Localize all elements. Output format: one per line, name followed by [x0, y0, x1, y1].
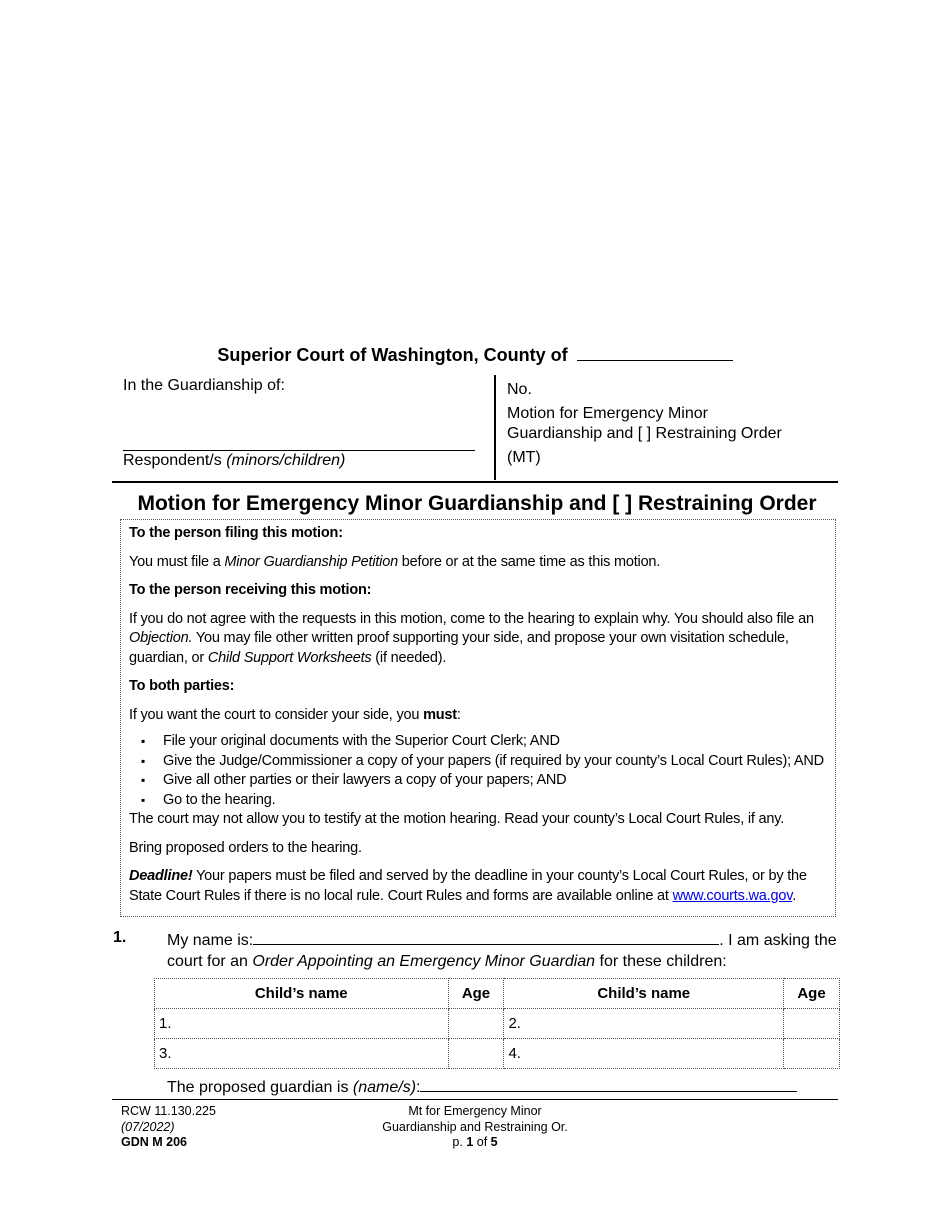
- footer-form: [121, 1135, 216, 1151]
- receiver-em-2: Child Support Worksheets: [207, 649, 372, 666]
- deadline-body: Your papers must be filed and served by the deadline in your county’s Local Court Rules, or by the State Court Rules if there is no local rule. Court Rules and forms are available online at: [129, 868, 807, 904]
- doc-title-line-2: Guardianship and [ ] Restraining Order: [507, 425, 782, 442]
- caption-in-the: In the Guardianship of:: [123, 377, 285, 394]
- deadline-end: .: [792, 887, 797, 904]
- both-text-bold: must: [423, 706, 457, 723]
- caption-right: [507, 380, 782, 468]
- page-prefix: p.: [452, 1135, 467, 1149]
- both-text-1: If you want the court to consider your side, you: [129, 706, 424, 723]
- children-table: [154, 978, 840, 1069]
- page-title: Motion for Emergency Minor Guardianship and [ ] Restraining Order: [137, 492, 817, 515]
- courts-link[interactable]: www.courts.wa.gov: [672, 887, 793, 904]
- testify-text: The court may not allow you to testify at the motion hearing. Read your county’s Local Court Rules, if any.: [129, 811, 785, 827]
- column-header: Age: [448, 979, 504, 1009]
- footer-title-2: Guardianship and Restraining Or.: [382, 1119, 568, 1134]
- item-1-text: [167, 929, 847, 972]
- table-header-row: [155, 979, 840, 1009]
- orders-text: Bring proposed orders to the hearing.: [129, 839, 362, 856]
- page-number: 1: [466, 1135, 474, 1149]
- item-1-number: 1.: [113, 929, 127, 946]
- item-1-text-2: . I am asking the court for an: [167, 932, 837, 970]
- column-header: Age: [784, 979, 840, 1009]
- footer-page: [300, 1135, 650, 1151]
- item-1-text-em: Order Appointing an Emergency Minor Guardian: [252, 953, 596, 970]
- receiver-text-2: You may file other written proof supporting your side, and propose your own visitation schedule, guardian, or: [129, 630, 789, 666]
- footer-form-text: GDN M 206: [121, 1135, 187, 1149]
- guardian-colon: :: [416, 1079, 421, 1096]
- child-age-cell[interactable]: [448, 1009, 504, 1039]
- footer-date-text: (07/2022): [121, 1119, 175, 1134]
- case-number-label: No.: [507, 381, 532, 398]
- respondent-name-line[interactable]: [123, 450, 475, 451]
- footer-rule: [112, 1099, 838, 1100]
- receiver-text-1: If you do not agree with the requests in this motion, come to the hearing to explain why. You should also file an: [129, 610, 814, 627]
- both-heading: To both parties:: [129, 678, 235, 694]
- deadline-label: Deadline!: [129, 868, 193, 884]
- filer-text-em: Minor Guardianship Petition: [224, 553, 398, 570]
- footer-rcw: RCW 11.130.225: [121, 1104, 216, 1118]
- caption-respondent: [123, 452, 345, 470]
- child-age-cell[interactable]: [448, 1039, 504, 1069]
- child-name-cell[interactable]: 1.: [155, 1009, 449, 1039]
- caption-divider: [494, 375, 496, 480]
- page-mid: of: [473, 1135, 491, 1149]
- court-title: [0, 344, 950, 366]
- guardian-name-field[interactable]: [420, 1076, 797, 1092]
- child-age-cell[interactable]: [784, 1009, 840, 1039]
- item-1-text-3: for these children:: [595, 953, 727, 970]
- column-header: Child’s name: [155, 979, 449, 1009]
- child-name-cell[interactable]: 2.: [504, 1009, 784, 1039]
- list-item: ▪ Give the Judge/Commissioner a copy of your papers (if required by your county’s Local Court Rules); AND: [155, 752, 827, 772]
- both-text: [129, 706, 827, 726]
- filer-text-2: before or at the same time as this motion.: [397, 553, 661, 570]
- footer-center: [300, 1104, 650, 1151]
- court-title-text: Superior Court of Washington, County of: [217, 345, 568, 365]
- filer-text-1: You must file a: [129, 553, 225, 570]
- proposed-guardian: [167, 1076, 797, 1097]
- guardian-note: (name/s): [352, 1079, 417, 1096]
- item-1-text-1: My name is:: [167, 932, 254, 949]
- guardian-label: The proposed guardian is: [167, 1079, 353, 1096]
- filer-heading: To the person filing this motion:: [129, 525, 343, 541]
- list-item: ▪ Go to the hearing.: [155, 791, 827, 811]
- receiver-em-1: Objection.: [129, 630, 193, 646]
- footer-date: [121, 1120, 216, 1136]
- list-item: ▪ Give all other parties or their lawyers a copy of your papers; AND: [155, 771, 827, 791]
- page-total: 5: [490, 1135, 498, 1149]
- receiver-text: [129, 610, 827, 669]
- child-name-cell[interactable]: 4.: [504, 1039, 784, 1069]
- deadline-text: [129, 867, 827, 906]
- filer-name-field[interactable]: [253, 929, 719, 945]
- caption-bottom-rule: [112, 481, 838, 483]
- receiver-heading: To the person receiving this motion:: [129, 582, 372, 598]
- doc-code: (MT): [507, 448, 541, 466]
- footer-left: [121, 1104, 216, 1151]
- requirements-list: [129, 732, 827, 810]
- respondent-note: (minors/children): [226, 452, 346, 469]
- notice-box: [120, 519, 836, 917]
- respondent-label: Respondent/s: [123, 452, 222, 469]
- county-blank[interactable]: [577, 344, 733, 361]
- table-row: [155, 1009, 840, 1039]
- receiver-text-3: (if needed).: [371, 649, 447, 666]
- footer-title-1: Mt for Emergency Minor: [408, 1104, 542, 1118]
- both-text-2: :: [456, 706, 461, 723]
- column-header: Child’s name: [504, 979, 784, 1009]
- filer-text: [129, 553, 827, 573]
- table-row: [155, 1039, 840, 1069]
- list-item: ▪ File your original documents with the Superior Court Clerk; AND: [155, 732, 827, 752]
- child-age-cell[interactable]: [784, 1039, 840, 1069]
- child-name-cell[interactable]: 3.: [155, 1039, 449, 1069]
- doc-title-line-1: Motion for Emergency Minor: [507, 404, 708, 422]
